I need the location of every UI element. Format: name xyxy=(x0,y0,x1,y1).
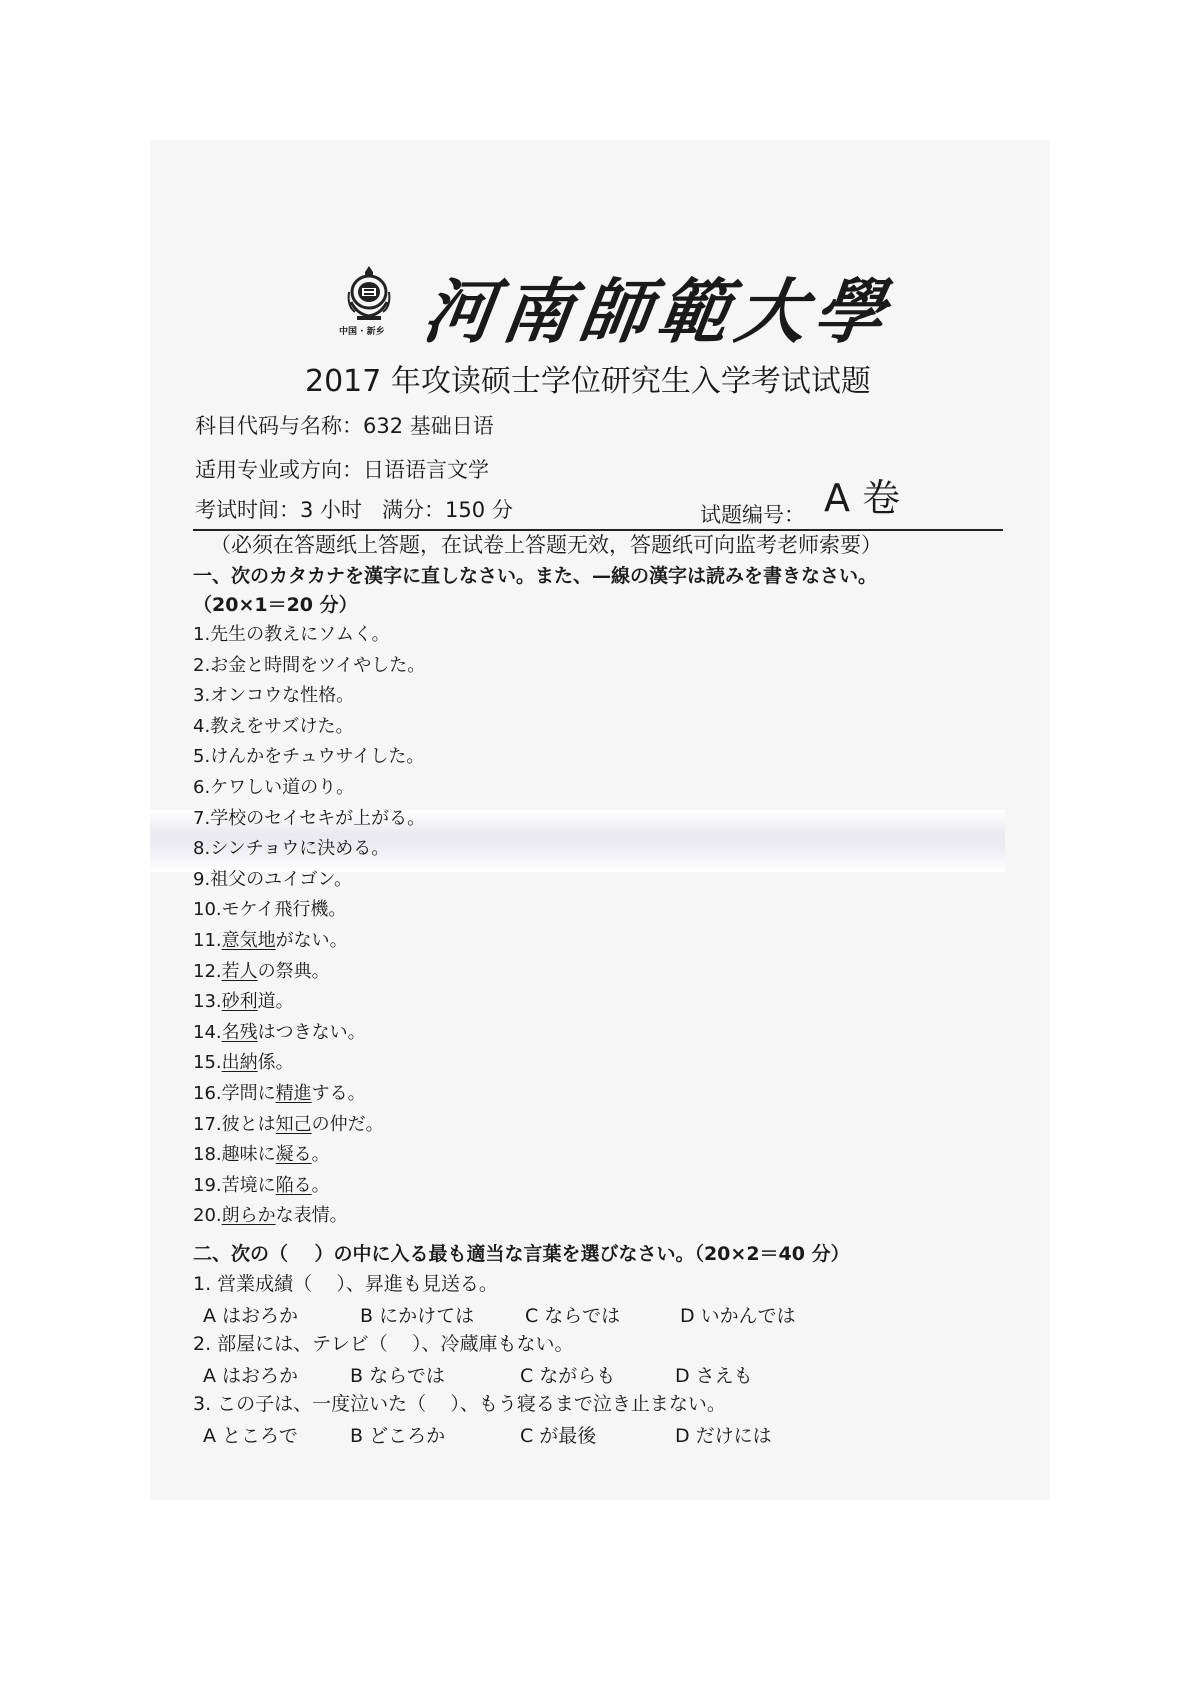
question-text: 祖父のユイゴン。 xyxy=(210,868,353,890)
question-number: 5. xyxy=(193,746,211,768)
university-name: 河南師範大學 xyxy=(418,270,899,353)
question-item xyxy=(193,687,354,705)
question-text: 道。 xyxy=(257,991,294,1013)
answer-option: D だけには xyxy=(675,1425,772,1447)
underlined-kanji: 若人 xyxy=(221,960,258,982)
university-emblem-icon xyxy=(339,262,393,337)
question-item xyxy=(193,1113,384,1135)
underlined-kanji: 出納 xyxy=(221,1052,258,1074)
major-line: 适用专业或方向：日语语言文学 xyxy=(195,458,489,482)
question-item xyxy=(193,1054,294,1072)
question-text: する。 xyxy=(311,1083,366,1104)
question-text: な表情。 xyxy=(275,1205,348,1227)
answer-option: D さえも xyxy=(675,1365,753,1387)
question-number: 14. xyxy=(193,1021,222,1043)
underlined-kanji: 知己 xyxy=(275,1113,312,1135)
question-number: 8. xyxy=(193,838,211,860)
question-text: 学校のセイセキが上がる。 xyxy=(210,807,426,829)
answer-option: B にかけては xyxy=(360,1305,475,1327)
question-number: 19. xyxy=(193,1174,222,1196)
question-number: 18. xyxy=(193,1144,222,1166)
question-number: 6. xyxy=(193,777,211,798)
question-number: 12. xyxy=(193,960,222,982)
answer-option: C ながらも xyxy=(520,1365,616,1387)
question-item xyxy=(193,1146,330,1164)
question-text: 苦境に xyxy=(221,1174,276,1196)
question-text: オンコウな性格。 xyxy=(210,685,355,707)
question-text: 学問に xyxy=(221,1083,276,1104)
question-text: お金と時間をツイやした。 xyxy=(210,654,426,676)
answer-option: A ところで xyxy=(203,1425,298,1447)
question-item xyxy=(193,932,348,950)
section1-instruction: 一、次のカタカナを漢字に直しなさい。また、—線の漢字は読みを書きなさい。 xyxy=(193,565,878,587)
time-score-line: 考试时间：3 小时 满分：150 分 xyxy=(195,498,513,522)
question-number: 13. xyxy=(193,991,222,1013)
question-item xyxy=(193,1021,366,1043)
question-item xyxy=(193,1085,366,1103)
answer-option: A はおろか xyxy=(203,1365,299,1387)
choice-question: 1. 営業成績（ ）、昇進も見送る。 xyxy=(193,1273,498,1295)
question-text: 教えをサズけた。 xyxy=(210,715,354,737)
question-item xyxy=(193,626,390,644)
question-item xyxy=(193,901,346,919)
university-header xyxy=(339,262,899,353)
section2-instruction: 二、次の（ ）の中に入る最も適当な言葉を選びなさい。（20×2＝40 分） xyxy=(193,1243,850,1265)
question-text: はつきない。 xyxy=(257,1021,366,1043)
question-text: シンチョウに決める。 xyxy=(210,838,390,860)
underlined-kanji: 陥る xyxy=(275,1174,312,1196)
question-text: 先生の教えにソムく。 xyxy=(210,624,390,645)
answer-option: B ならでは xyxy=(350,1365,445,1387)
underlined-kanji: 砂利 xyxy=(221,991,258,1013)
answer-notice: （必须在答题纸上答题，在试卷上答题无效，答题纸可向监考老师索要） xyxy=(210,533,882,557)
question-number: 15. xyxy=(193,1052,222,1074)
question-number: 16. xyxy=(193,1083,222,1104)
question-text: 。 xyxy=(311,1144,330,1166)
question-item xyxy=(193,715,354,737)
answer-option: C が最後 xyxy=(520,1425,597,1447)
choice-question: 3. この子は、一度泣いた（ ）、もう寝るまで泣き止まない。 xyxy=(193,1393,726,1415)
underlined-kanji: 名残 xyxy=(221,1021,258,1043)
question-text: ケワしい道のり。 xyxy=(210,777,355,798)
question-item xyxy=(193,1207,348,1225)
question-number: 1. xyxy=(193,624,211,645)
answer-option: A はおろか xyxy=(203,1305,299,1327)
question-number: 2. xyxy=(193,654,211,676)
underlined-kanji: 凝る xyxy=(275,1144,312,1166)
underlined-kanji: 精進 xyxy=(275,1083,312,1104)
paper-id: A 卷 xyxy=(824,476,901,520)
section1-score: （20×1＝20 分） xyxy=(193,594,358,616)
question-text: の祭典。 xyxy=(257,960,330,982)
answer-option: B どころか xyxy=(350,1425,446,1447)
question-number: 17. xyxy=(193,1113,222,1135)
question-number: 9. xyxy=(193,868,211,890)
paper-number-label: 试题编号： xyxy=(700,503,805,527)
question-text: 係。 xyxy=(257,1052,294,1074)
choice-question: 2. 部屋には、テレビ（ ）、冷蔵庫もない。 xyxy=(193,1333,574,1355)
question-number: 4. xyxy=(193,715,211,737)
question-text: の仲だ。 xyxy=(311,1113,384,1135)
question-text: がない。 xyxy=(275,930,348,951)
question-item xyxy=(193,993,294,1011)
exam-title: 2017 年攻读硕士学位研究生入学考试试题 xyxy=(305,364,871,399)
question-item xyxy=(193,807,426,829)
emblem-caption: 中国 · 新乡 xyxy=(339,327,385,337)
answer-option: C ならでは xyxy=(525,1305,621,1327)
question-text: けんかをチュウサイした。 xyxy=(210,746,425,768)
question-text: 彼とは xyxy=(221,1113,276,1135)
underlined-kanji: 意気地 xyxy=(221,930,276,951)
question-text: 趣味に xyxy=(221,1144,276,1166)
question-number: 3. xyxy=(193,685,211,707)
question-item xyxy=(193,779,354,797)
question-number: 11. xyxy=(193,930,222,951)
subject-line: 科目代码与名称：632 基础日语 xyxy=(195,414,494,438)
header-divider xyxy=(193,529,1003,531)
question-item xyxy=(193,1174,330,1196)
answer-option: D いかんでは xyxy=(680,1305,796,1327)
question-text: モケイ飛行機。 xyxy=(221,899,347,921)
question-item xyxy=(193,868,353,890)
question-number: 20. xyxy=(193,1205,222,1227)
question-text: 。 xyxy=(311,1174,330,1196)
question-item xyxy=(193,654,426,676)
question-item xyxy=(193,960,330,982)
question-item xyxy=(193,840,389,858)
question-number: 10. xyxy=(193,899,222,921)
question-number: 7. xyxy=(193,807,211,829)
underlined-kanji: 朗らか xyxy=(221,1205,276,1227)
question-item xyxy=(193,748,424,766)
